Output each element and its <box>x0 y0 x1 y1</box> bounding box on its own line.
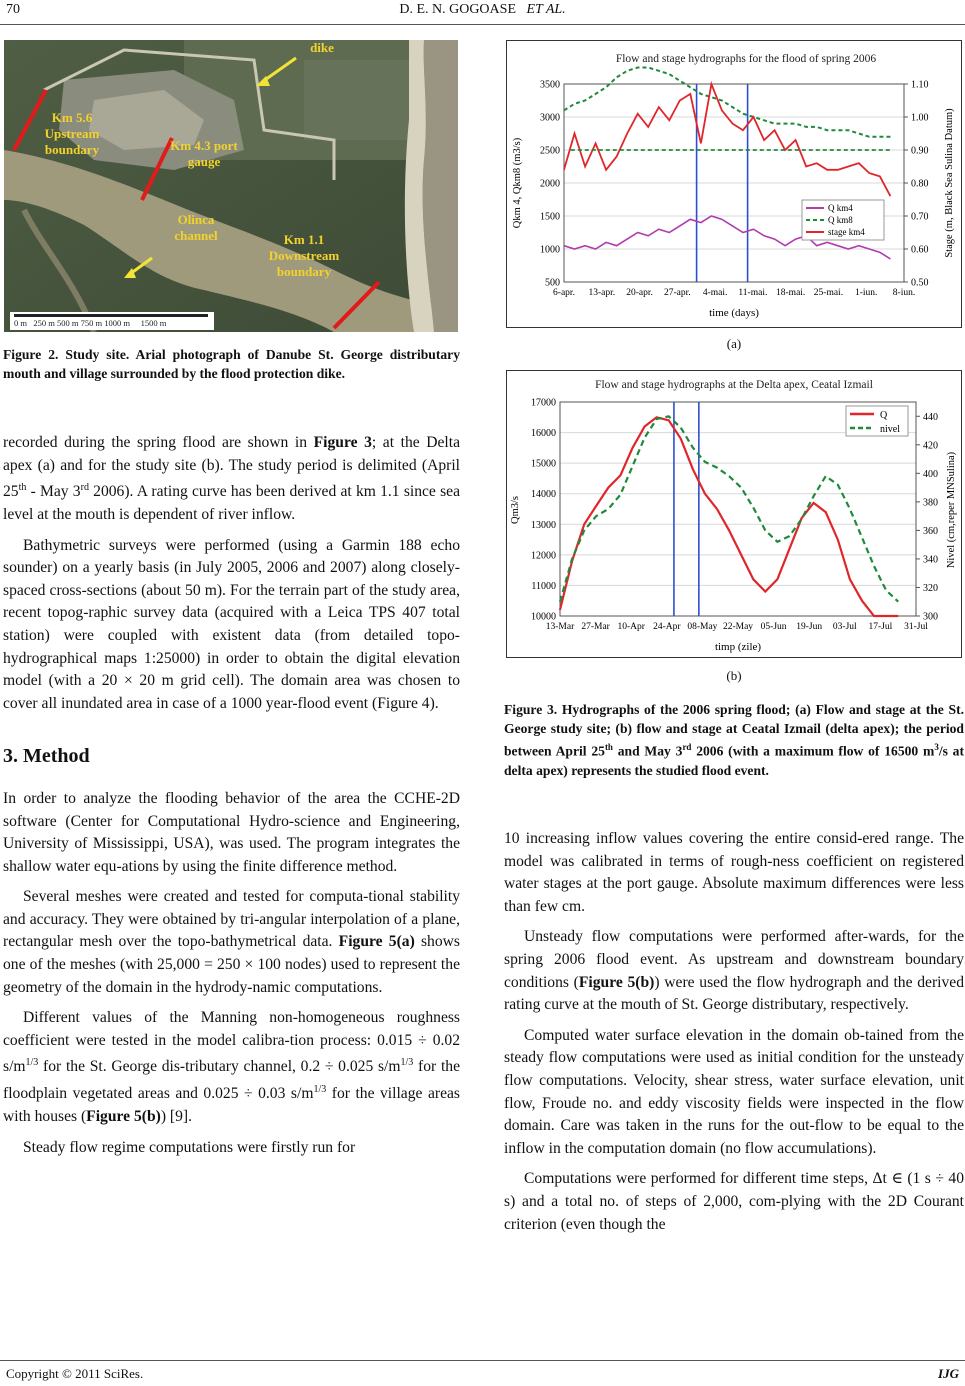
y-tick-label: 2500 <box>540 145 560 157</box>
legend-label: Q km4 <box>828 203 853 213</box>
y2-tick-label: 400 <box>923 468 938 480</box>
footer-rule <box>0 1360 965 1361</box>
y2-tick-label: 1.00 <box>911 112 929 124</box>
scale-tick: 500 m <box>57 318 79 328</box>
x-tick-label: 8-iun. <box>892 288 916 298</box>
label-dike: dike <box>310 40 334 55</box>
chart-b-legend <box>846 406 908 436</box>
label-km11: Km 1.1 Downstream boundary <box>268 232 340 279</box>
chart-a-title: Flow and stage hydrographs for the flood of spring 2006 <box>615 53 877 65</box>
y-tick-label: 3000 <box>540 112 560 124</box>
y2-tick-label: 0.60 <box>911 244 929 256</box>
y2-tick-label: 320 <box>923 582 938 594</box>
y2-tick-label: 340 <box>923 554 938 566</box>
header-rule <box>0 24 965 25</box>
chart-b-title: Flow and stage hydrographs at the Delta apex, Ceatal Izmail <box>595 379 873 391</box>
figure3a-label: (a) <box>726 336 742 351</box>
x-tick-label: 10-Apr <box>617 622 645 632</box>
x-tick-label: 24-Apr <box>653 622 681 632</box>
y-tick-label: 17000 <box>531 397 556 409</box>
y2-tick-label: 0.50 <box>911 277 929 289</box>
y2-tick-label: 0.80 <box>911 178 929 190</box>
x-tick-label: 13-Mar <box>545 622 575 632</box>
figure3-caption: Figure 3. Hydrographs of the 2006 spring flood; (a) Flow and stage at the St. George study site; (b) flow and stage at Ceatal Izmail (delta apex); the period between April 25th and May 3rd 2006 (with a maximum flow of 16500 $m^3/s$ at delta apex) represents the studied flood event. <box>504 702 964 778</box>
x-tick-label: 11-mai. <box>738 288 768 298</box>
paragraph: Computed water surface elevation in the domain ob-tained from the steady flow computations were used as initial condition for the unsteady flow computations. Velocity, shear stress, water surface elevation, unit flow, Froude no. and eddy viscosity fields were inspected in the flow domain. Care was taken in the runs for the out-flow to be equal to the inflow in the computation domain (no flow accumulations). <box>504 1026 964 1157</box>
paragraph: Different values of the Manning non-homogeneous roughness coefficient were tested in the model calibra-tion process: 0.015 ÷ 0.02 $s/m^{1/3}$ for the St. George dis-tributary channel, 0.2 ÷ 0.025 $s/m^{1/3}$ for the floodplain vegetated areas and 0.025 ÷ 0.03 $s/m^{1/3}$ for the village areas with houses (Figure 5(b)) [9]. <box>3 1009 460 1125</box>
x-tick-label: 31-Jul <box>904 622 928 632</box>
scale-bar-ticks <box>14 318 214 328</box>
scale-tick: 0 m <box>14 318 27 328</box>
scale-tick: 1000 m <box>104 318 130 328</box>
y2-tick-label: 0.70 <box>911 211 929 223</box>
legend-label: stage km4 <box>828 227 865 237</box>
figure3b-label: (b) <box>726 668 742 683</box>
x-tick-label: 05-Jun <box>760 622 787 632</box>
section-title: 3. Method <box>3 745 90 768</box>
y2-tick-label: 440 <box>923 411 938 423</box>
x-tick-label: 18-mai. <box>776 288 806 298</box>
x-tick-label: 17-Jul <box>868 622 893 632</box>
y-tick-label: 11000 <box>531 580 556 592</box>
paragraph: Bathymetric surveys were performed (using a Garmin 188 echo sounder) on a yearly basis (in July 2005, 2006 and 2007) along closely-spaced cross-sections (about 50 m). For the terrain part of the study area, recent topog-raphic survey data (acquired with a Leica TPS 407 total station) were coupled with existent data (from detailed topo-hydrographical maps 1:25000) in order to obtain the digital elevation model (with a 20 × 20 m grid cell). The domain area was chosen to cover all inundated area in case of a 1000 year-flood event (Figure 4). <box>3 536 460 712</box>
paragraph: Steady flow regime computations were firstly run for <box>23 1138 356 1156</box>
x-tick-label: 25-mai. <box>813 288 844 298</box>
left-column <box>3 432 460 1159</box>
x-tick-label: 27-Mar <box>581 622 610 632</box>
label-km56: Km 5.6 Upstream boundary <box>44 110 100 157</box>
x-tick-label: 27-apr. <box>664 288 691 298</box>
y2-tick-label: 1.10 <box>911 79 929 91</box>
y-tick-label: 16000 <box>531 428 556 440</box>
header-et-al: ET AL. <box>526 2 566 17</box>
y-tick-label: 13000 <box>531 519 556 531</box>
y-tick-label: 1000 <box>540 244 560 256</box>
chart-b-y2label: Nivel (cm,reper MNSulina) <box>946 451 957 569</box>
y-tick-label: 2000 <box>540 178 560 190</box>
page-number: 70 <box>6 2 20 17</box>
chart-a-ylabel: Qkm 4, Qkm8 (m3/s) <box>512 137 523 229</box>
chart-b-xlabel: timp (zile) <box>714 641 762 653</box>
chart-a-legend <box>802 200 884 240</box>
footer-journal: IJG <box>938 1366 959 1381</box>
y-tick-label: 1500 <box>540 211 560 223</box>
x-tick-label: 6-apr. <box>553 288 575 298</box>
label-olinca: Olinca channel <box>174 212 218 243</box>
figure3b-chart <box>506 370 962 658</box>
paragraph: 10 increasing inflow values covering the entire consid-ered range. The model was calibrated in terms of rough-ness coefficient on registered water stages at the port gauge. Absolute maximum differences were less than few cm. <box>504 830 964 915</box>
y-tick-label: 12000 <box>531 550 556 562</box>
x-tick-label: 20-apr. <box>626 288 653 298</box>
footer-copyright: Copyright © 2011 SciRes. <box>6 1366 144 1381</box>
y-tick-label: 3500 <box>540 79 560 91</box>
legend-label: Q km8 <box>828 215 853 225</box>
chart-b-ylabel: Qm3/s <box>510 495 521 525</box>
y-tick-label: 500 <box>545 277 560 289</box>
header-authors: D. E. N. GOGOASE <box>399 2 516 17</box>
x-tick-label: 19-Jun <box>796 622 823 632</box>
x-tick-label: 22-May <box>722 622 754 632</box>
figure2-caption: Figure 2. Study site. Arial photograph of Danube St. George distributary mouth and village surrounded by the flood protection dike. <box>3 347 460 381</box>
y-tick-label: 14000 <box>531 489 556 501</box>
running-header <box>0 2 965 18</box>
paragraph: Unsteady flow computations were performed after-wards, for the spring 2006 flood event. As upstream and downstream boundary conditions (Figure 5(b)) were used the flow hydrograph and the derived rating curve at the mouth of St. George distributary, respectively. <box>504 928 964 1014</box>
scale-tick: 250 m <box>33 318 55 328</box>
y2-tick-label: 360 <box>923 525 938 537</box>
x-tick-label: 1-iun. <box>855 288 878 298</box>
x-tick-label: 08-May <box>687 622 718 632</box>
label-km43: Km 4.3 port gauge <box>170 138 238 169</box>
y2-tick-label: 380 <box>923 497 938 509</box>
paragraph: In order to analyze the flooding behavior of the area the CCHE-2D software (Center for Computational Hydro-science and Engineering, University of Mississippi, USA), was used. The program integrates the shallow water equ-ations by using the finite difference method. <box>3 789 460 875</box>
x-tick-label: 03-Jul <box>832 622 857 632</box>
scale-tick: 750 m <box>80 318 103 328</box>
y2-tick-label: 0.90 <box>911 145 929 157</box>
scale-tick: 1500 m <box>140 318 167 328</box>
legend-label: nivel <box>880 424 900 435</box>
paragraph: Computations were performed for different time steps, Δt ∈ (1 s ÷ 40 s) and a total no. of steps of 2,000, com-plying with the 2D Courant criterion (even though the <box>504 1170 964 1233</box>
chart-a-y2label: Stage (m, Black Sea Sulina Datum) <box>944 108 955 258</box>
x-tick-label: 13-apr. <box>588 288 616 298</box>
paragraph: recorded during the spring flood are shown in Figure 3; at the Delta apex (a) and for the study site (b). The study period is delimited (April 25th - May 3rd 2006). A rating curve has been derived at km 1.1 since sea level at the mouth is dependent of river inflow. <box>3 434 460 523</box>
figure3a-chart <box>506 40 962 328</box>
x-tick-label: 4-mai. <box>702 288 728 298</box>
y-tick-label: 10000 <box>531 611 556 623</box>
figure2-photo <box>4 40 458 332</box>
legend-label: Q <box>880 410 888 421</box>
y-tick-label: 15000 <box>531 458 556 470</box>
y2-tick-label: 420 <box>923 440 938 452</box>
right-column <box>504 828 964 1236</box>
y2-tick-label: 300 <box>923 611 938 623</box>
chart-a-xlabel: time (days) <box>709 307 759 319</box>
paragraph: Several meshes were created and tested for computa-tional stability and accuracy. They were obtained by tri-angular interpolation of a plane, rectangular mesh over the topo-bathymetrical data. Figure 5(a) shows one of the meshes (with 25,000 = 250 × 100 nodes) used to represent the geometry of the domain in the hydrody-namic computations. <box>3 888 460 996</box>
